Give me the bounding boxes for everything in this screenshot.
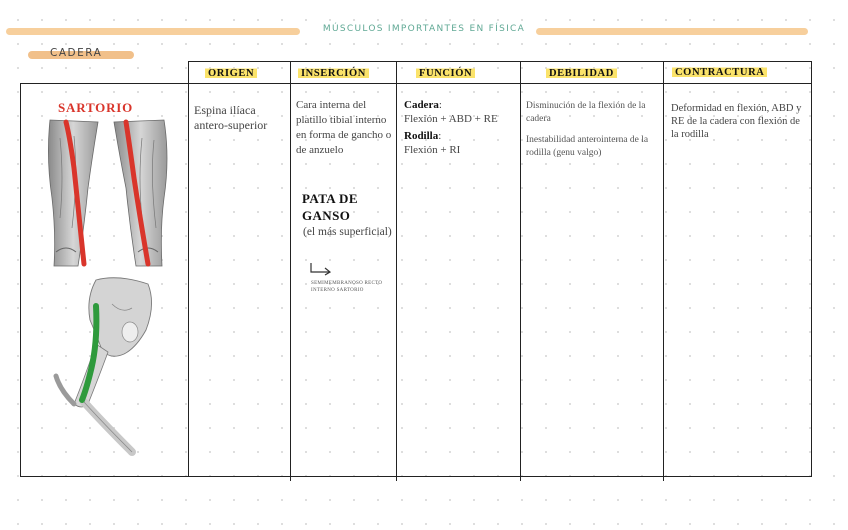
- funcion-cadera-line: [404, 98, 514, 112]
- table-left-border: [20, 83, 21, 476]
- table-bottom-border: [20, 476, 812, 477]
- curved-arrow-icon: [309, 262, 333, 276]
- pelvis-muscle-figure: [52, 274, 162, 456]
- insercion-text: Cara interna del platillo tibial interno en forma de gancho o de anzuelo: [296, 99, 392, 156]
- debilidad-block: [526, 100, 658, 159]
- muscle-name: SARTORIO: [58, 100, 134, 115]
- header-funcion: FUNCIÓN: [416, 67, 475, 79]
- column-divider-5: [663, 61, 664, 481]
- debilidad-line-2: Inestabilidad anterointerna de la rodilla (genu valgo): [526, 135, 649, 158]
- header-origen: ORIGEN: [205, 67, 257, 79]
- pata-de-ganso-title: PATA DE GANSO: [302, 191, 358, 223]
- column-divider-2: [290, 61, 291, 481]
- section-label: CADERA: [50, 47, 103, 59]
- header-contractura: CONTRACTURA: [672, 66, 767, 78]
- funcion-colon: :: [438, 99, 442, 111]
- funcion-rodilla-value: Flexión + RI: [404, 144, 461, 156]
- origen-text: Espina ilíaca antero-superior: [194, 103, 268, 132]
- mnemonic-text: SEMIMEMBRANOSO RECTO INTERNO SARTORIO: [311, 281, 383, 293]
- debilidad-line-1: Disminución de la flexión de la cadera: [526, 101, 646, 124]
- pata-de-ganso-note: (el más superficial): [303, 226, 392, 238]
- funcion-cadera-label: Cadera: [404, 99, 439, 111]
- table-top-border: [188, 61, 812, 62]
- table-right-border: [811, 61, 812, 476]
- page-title: MÚSCULOS IMPORTANTES EN FÍSICA: [322, 24, 526, 34]
- funcion-rodilla-label: Rodilla: [404, 130, 439, 142]
- thigh-muscle-figure: [44, 118, 170, 268]
- funcion-rodilla-line: [404, 129, 514, 143]
- section-tag: [28, 47, 134, 61]
- table-header-border: [20, 83, 812, 84]
- funcion-colon: :: [438, 130, 442, 142]
- column-divider-1: [188, 61, 189, 476]
- contractura-text: Deformidad en flexión, ABD y RE de la cadera con flexión de la rodilla: [671, 103, 802, 140]
- column-divider-3: [396, 61, 397, 481]
- funcion-cadera-value: Flexión + ABD + RE: [404, 113, 498, 125]
- funcion-block: [404, 98, 514, 157]
- column-divider-4: [520, 61, 521, 481]
- header-insercion: INSERCIÓN: [298, 67, 369, 79]
- header-debilidad: DEBILIDAD: [546, 67, 617, 79]
